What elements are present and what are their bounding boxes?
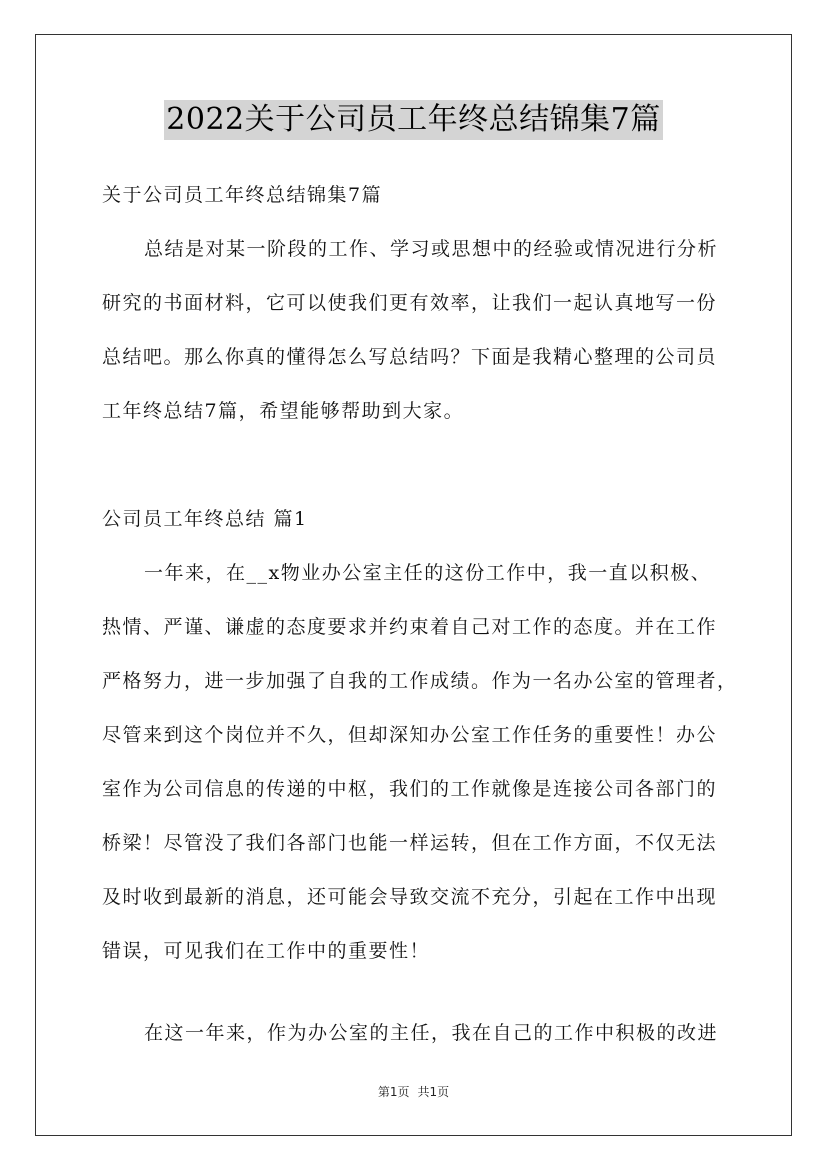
body-line: 严格努力，进一步加强了自我的工作成绩。作为一名办公室的管理者， — [102, 670, 738, 692]
page-number: 第1页 — [377, 1085, 410, 1099]
body-line: 桥梁！尽管没了我们各部门也能一样运转，但在工作方面，不仅无法 — [102, 832, 718, 854]
document-title: 2022关于公司员工年终总结锦集7篇 — [164, 100, 662, 140]
page-total: 共1页 — [417, 1085, 450, 1099]
body-line: 及时收到最新的消息，还可能会导致交流不充分，引起在工作中出现 — [102, 886, 718, 908]
title-container — [0, 100, 827, 140]
body-line: 室作为公司信息的传递的中枢，我们的工作就像是连接公司各部门的 — [102, 778, 718, 800]
section-heading: 公司员工年终总结 篇1 — [102, 508, 308, 530]
page-footer — [0, 1083, 827, 1100]
body-line: 一年来，在__x物业办公室主任的这份工作中，我一直以积极、 — [144, 562, 712, 584]
document-subtitle: 关于公司员工年终总结锦集7篇 — [102, 184, 383, 206]
intro-line: 总结是对某一阶段的工作、学习或思想中的经验或情况进行分析 — [144, 238, 719, 260]
body-line: 尽管来到这个岗位并不久，但却深知办公室工作任务的重要性！办公 — [102, 724, 718, 746]
intro-line: 研究的书面材料，它可以使我们更有效率，让我们一起认真地写一份 — [102, 292, 718, 314]
body-line: 热情、严谨、谦虚的态度要求并约束着自己对工作的态度。并在工作 — [102, 616, 718, 638]
body-line: 错误，可见我们在工作中的重要性！ — [102, 940, 431, 962]
body-line-last: 在这一年来，作为办公室的主任，我在自己的工作中积极的改进 — [144, 1022, 719, 1044]
intro-line: 总结吧。那么你真的懂得怎么写总结吗？下面是我精心整理的公司员 — [102, 346, 718, 368]
intro-line: 工年终总结7篇，希望能够帮助到大家。 — [102, 400, 465, 422]
